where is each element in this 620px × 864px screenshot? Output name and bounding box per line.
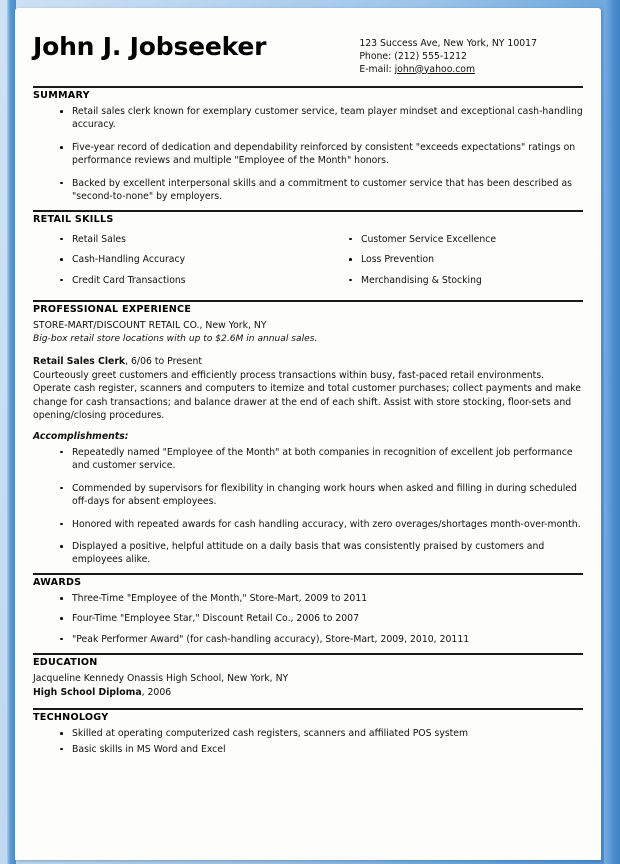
- section-rule: [33, 708, 583, 710]
- section-rule: [33, 653, 583, 655]
- list-item: Five-year record of dedication and dependability reinforced by consistent "exceeds expectations" ratings on performance reviews and multiple "Employee of the Month" honors.: [59, 141, 583, 168]
- contact-address: 123 Success Ave, New York, NY 10017: [359, 38, 537, 49]
- contact-email-link[interactable]: john@yahoo.com: [394, 63, 476, 75]
- section-title-technology: TECHNOLOGY: [33, 712, 109, 724]
- section-title-awards: AWARDS: [33, 576, 82, 588]
- section-professional-experience: [33, 300, 583, 567]
- list-item: Commended by supervisors for flexibility in changing work hours when asked and filling in during scheduled off-days for absent employees.: [59, 482, 583, 509]
- list-item: Three-Time "Employee of the Month," Store-Mart, 2009 to 2011: [59, 592, 583, 605]
- section-technology: [33, 708, 583, 756]
- awards-list: [33, 592, 583, 646]
- section-rule: [33, 300, 583, 302]
- section-awards: [33, 573, 583, 646]
- education-year: , 2006: [141, 687, 172, 699]
- list-item: Customer Service Excellence: [348, 233, 583, 246]
- resume-page: [15, 8, 601, 860]
- list-item: Basic skills in MS Word and Excel: [59, 743, 583, 756]
- section-title-experience: PROFESSIONAL EXPERIENCE: [33, 304, 192, 316]
- contact-email-line: [359, 64, 537, 77]
- summary-bullet-list: [33, 105, 583, 204]
- section-education: [33, 653, 583, 700]
- right-accent-band: [604, 0, 620, 864]
- section-title-retail-skills: RETAIL SKILLS: [33, 213, 114, 225]
- contact-email-label: E-mail:: [359, 63, 395, 75]
- contact-phone: Phone: (212) 555-1212: [359, 50, 467, 62]
- skills-list-left: [33, 233, 308, 287]
- list-item: Displayed a positive, helpful attitude on a daily basis that was consistently praised by customers and employees alike.: [59, 540, 583, 567]
- section-rule: [33, 86, 583, 88]
- section-retail-skills: [33, 210, 583, 298]
- section-rule: [33, 573, 583, 575]
- list-item: Retail Sales: [59, 233, 308, 246]
- employer-name: STORE-MART/DISCOUNT RETAIL CO., New York, NY: [33, 320, 267, 332]
- contact-block: [359, 38, 537, 76]
- skills-column-left: [33, 231, 308, 294]
- list-item: Merchandising & Stocking: [348, 274, 583, 287]
- section-title-summary: SUMMARY: [33, 90, 90, 101]
- job-title-line: [33, 355, 583, 369]
- list-item: "Peak Performer Award" (for cash-handling accuracy), Store-Mart, 2009, 2010, 20111: [59, 633, 583, 646]
- skills-list-right: [308, 233, 583, 287]
- section-summary: [33, 86, 583, 204]
- list-item: Backed by excellent interpersonal skills and a commitment to customer service that has been described as "second-to-none" by employers.: [59, 177, 583, 204]
- job-description: Courteously greet customers and efficiently process transactions within busy, fast-paced retail environments. Operate cash register, scanners and computers to itemize and total customer purchases; collect payments and make change for cash transactions; and balance drawer at the end of each shift. Assist with store stocking, floor-sets and opening/closing procedures.: [33, 369, 581, 422]
- job-title: Retail Sales Clerk: [33, 355, 126, 367]
- job-dates: , 6/06 to Present: [125, 355, 203, 367]
- section-rule: [33, 210, 583, 212]
- skills-columns: [33, 229, 583, 298]
- skills-column-right: [308, 231, 583, 294]
- list-item: Credit Card Transactions: [59, 274, 308, 287]
- accomplishments-list: [33, 446, 583, 567]
- education-degree: High School Diploma: [33, 687, 142, 699]
- employer-description: Big-box retail store locations with up to $2.6M in annual sales.: [33, 333, 318, 344]
- candidate-name: John J. Jobseeker: [33, 32, 267, 61]
- list-item: Honored with repeated awards for cash handling accuracy, with zero overages/shortages month-over-month.: [59, 518, 583, 531]
- education-degree-line: [33, 686, 583, 700]
- resume-header: [33, 30, 583, 86]
- education-school: Jacqueline Kennedy Onassis High School, New York, NY: [33, 673, 289, 685]
- list-item: Retail sales clerk known for exemplary customer service, team player mindset and exceptional cash-handling accuracy.: [59, 105, 583, 132]
- list-item: Cash-Handling Accuracy: [59, 253, 308, 266]
- technology-list: [33, 727, 583, 756]
- list-item: Four-Time "Employee Star," Discount Retail Co., 2006 to 2007: [59, 612, 583, 625]
- list-item: Repeatedly named "Employee of the Month" at both companies in recognition of excellent job performance and customer service.: [59, 446, 583, 473]
- list-item: Skilled at operating computerized cash registers, scanners and affiliated POS system: [59, 727, 583, 740]
- section-title-education: EDUCATION: [33, 657, 98, 669]
- accomplishments-heading: Accomplishments:: [33, 430, 129, 442]
- list-item: Loss Prevention: [348, 253, 583, 266]
